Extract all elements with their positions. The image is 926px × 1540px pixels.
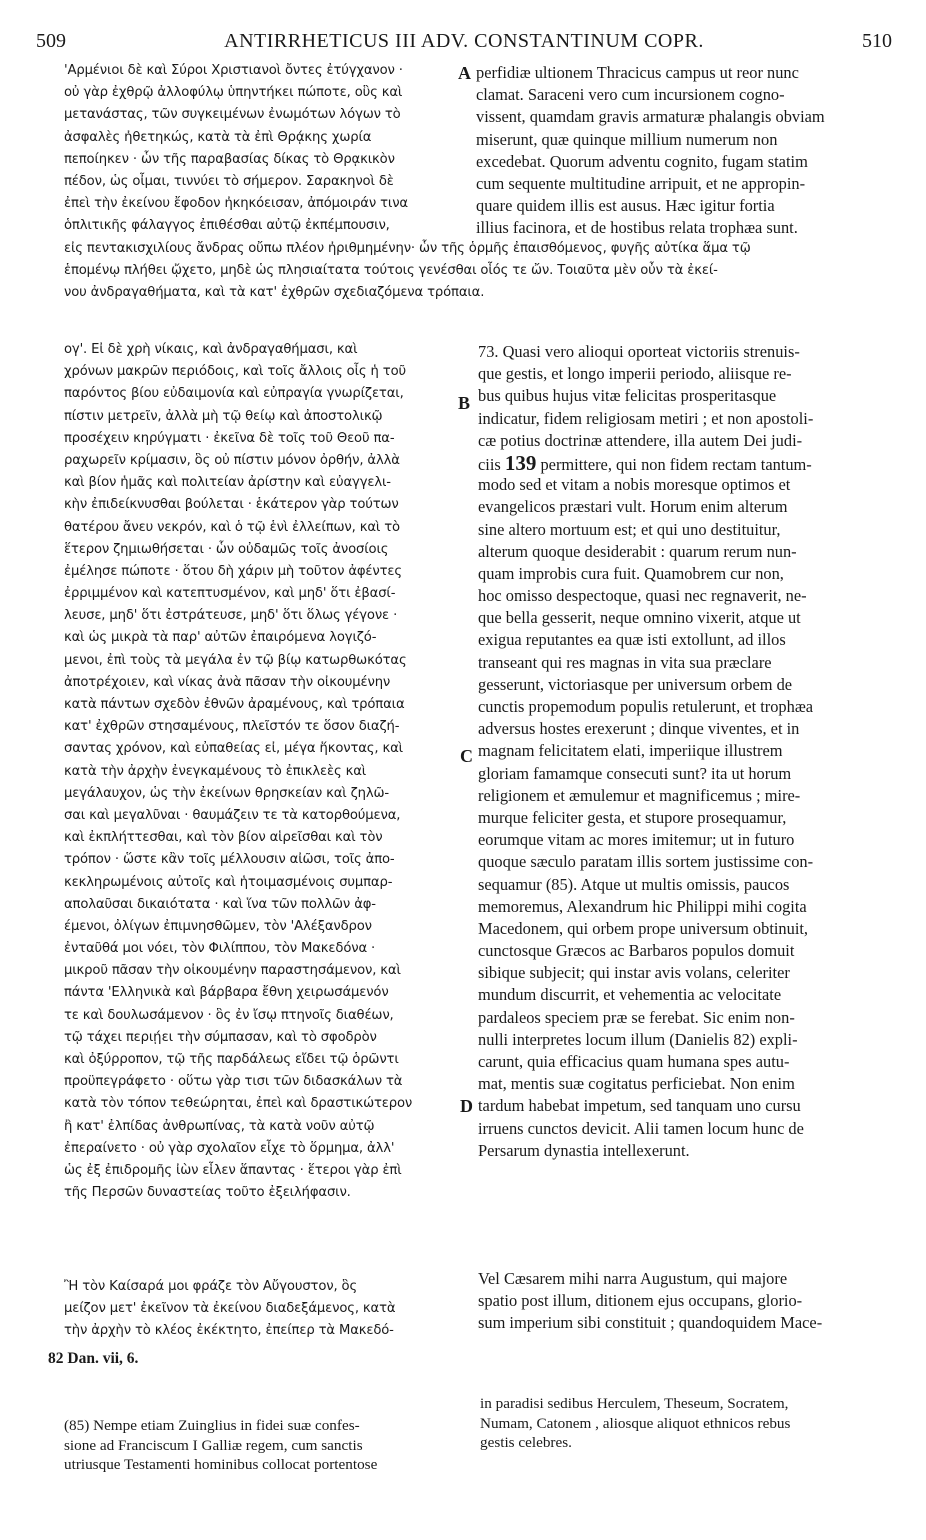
greek-line: κατ' ἐχθρῶν στησαμένους, πλεῖστόν τε ὅσον διαζή- [64,719,400,735]
latin-line: irruens cunctos devicit. Alii tamen locum hunc de [478,1118,804,1138]
scripture-note: 82 Dan. vii, 6. [48,1350,139,1367]
greek-line: μείζον μετ' ἐκεῖνον τὰ ἐκείνου διαδεξάμενος, κατὰ [64,1301,396,1317]
latin-line: spatio post illum, ditionem ejus occupans, glorio- [478,1291,803,1311]
latin-line: nulli interpretes locum illum (Danielis 82) expli- [478,1029,798,1049]
latin-line: cunctis propemodum populis retulerunt, et trophæa [478,697,814,716]
latin-line: magnam felicitatem elati, imperiique illustrem [478,741,783,761]
greek-line: μετανάστας, τῶν συγκειμένων ἐνωμότων λόγων τὸ [64,107,401,123]
greek-line: εἰς πεντακισχιλίους ἄνδρας οὔπω πλέον ἠριθμημένην· ὧν τῆς ὁρμῆς ἐπαισθόμενος, φυγῆς αὐτίκα ἅμα τῷ [64,241,751,256]
latin-line-with-column-number [478,452,892,474]
greek-line: ἑπομένῳ πλήθει ᾤχετο, μηδὲ ὡς πλησιαίτατα τούτοις γενέσθαι οἷός τε ὤν. Τοιαῦτα μὲν οὖν τὰ ἐκεί- [64,263,718,279]
latin-main-column [478,341,892,1162]
footnote-left [64,1416,460,1475]
latin-line: quoque sæculo paratam illis sortem justissime con- [478,852,814,872]
greek-line: ὡς ἐξ ἐπιδρομῆς ἰὼν εἷλεν ἅπαντας · ἕτεροι γὰρ ἐπὶ [64,1162,402,1178]
latin-line: carunt, quia efficacius quam humana spes autu- [478,1052,790,1071]
greek-line: ἕτερον ζημιωθήσεται · ὧν οὐδαμῶς τοῖς ἀνοσίοις [64,541,389,557]
latin-line: eorumque vitam ac mores imitemur; ut in futuro [478,830,795,850]
greek-line: τὴν ἀρχὴν τὸ κλέος ἐκέκτητο, ἐπείπερ τὰ Μακεδό- [64,1323,394,1339]
greek-line: ἀποτρέχοιεν, καὶ νίκας ἀνὰ πᾶσαν τὴν οἰκουμένην [64,674,391,690]
page-header [36,30,892,56]
margin-marker-b: B [458,393,471,413]
latin-line: vissent, quamdam gravis armaturæ phalangis obviam [476,107,825,127]
latin-line: clamat. Saraceni vero cum incursionem cogno- [476,85,785,105]
latin-line: adversus hostes erexerunt ; dinque viventes, et in [478,719,800,739]
footnote-line: gestis celebres. [480,1434,572,1451]
latin-line: indicatur, fidem religiosam metiri ; et non apostoli- [478,408,814,428]
margin-marker-d: D [460,1096,473,1116]
latin-line: evangelicos præstari vult. Horum enim alterum [478,497,788,517]
greek-line: καὶ βίον ἡμᾶς καὶ πολιτείαν ἀρίστην καὶ εὐαγγελι- [64,475,391,491]
column-number: 139 [504,451,537,475]
latin-line: Macedonem, qui orbem prope universum obtinuit, [478,918,809,938]
footnote-line: Numam, Catonem , aliosque aliquot ethnicos rebus [480,1414,791,1432]
latin-line: Persarum dynastia intellexerunt. [478,1140,690,1160]
latin-line: miserunt, quæ quinque millium numerum non [476,129,778,149]
greek-line: ἐπεραίνετο · οὐ γὰρ σχολαῖον εἶχε τὸ ὅρμημα, ἀλλ' [64,1140,395,1156]
greek-line: απολαῦσαι δικαιότατα · καὶ ἵνα τῶν πολλῶν ἀφ- [64,896,376,912]
greek-line: κὴν ἐπιδείκνυσθαι βούλεται · ἑκάτερον γὰρ τούτων [64,497,399,513]
greek-line: χρόνων μακρῶν περιόδοις, καὶ τοῖς ἄλλοις οἷς ἡ τοῦ [64,364,406,380]
greek-line: σαντας χρόνον, καὶ εὐπαθείας εἰ, μέγα ἥκοντας, καὶ [64,741,403,757]
latin-line-rest: permittere, qui non fidem rectam tantum- [540,454,812,474]
greek-line: Ἢ τὸν Καίσαρά μοι φράζε τὸν Αὔγουστον, ὃς [64,1279,358,1294]
greek-line: ὁπλιτικῆς φάλαγγος ἐπιθέσθαι αὐτῷ ἐκπέμπουσιν, [64,218,390,234]
latin-line: modo sed et vitam a nobis moresque optimos et [478,475,791,495]
latin-line: gloriam famamque consecuti sunt? ita ut horum [478,763,792,783]
latin-line: mat, mentis suæ cogitatus perficiebat. Non enim [478,1074,795,1094]
latin-line: illius facinora, et de hostibus relata trophæa sunt. [476,218,798,238]
latin-line: murque feliciter gesta, et stupore prosequamur, [478,807,787,827]
latin-final-paragraph [478,1268,892,1335]
greek-line: ἐρριμμένον καὶ κατεπτυσμένον, καὶ μηδ' ὅτι ἐβασί- [64,586,396,602]
latin-line: cunctosque Græcos ac Barbaros populos domuit [478,941,795,961]
greek-line: τρόπον · ὥστε κἂν τοῖς μέλλουσιν αἰῶσι, τοῖς ἀπο- [64,852,395,868]
greek-line: τε καὶ δουλωσάμενον · ὃς ἐν ἴσῳ πτηνοῖς διαθέων, [64,1007,394,1023]
latin-line: cæ potius doctrinæ attendere, illa autem Dei judi- [478,430,803,450]
latin-word: ciis [478,454,501,474]
greek-line: πίστιν μετρεῖν, ἀλλὰ μὴ τῷ θείῳ καὶ ἀποστολικῷ [64,408,383,424]
latin-line: transeant qui res magnas in vita sua præclare [478,652,772,672]
latin-top-column [476,62,892,240]
greek-line: κεκληρωμένοις αὐτοῖς καὶ ἡτοιμασμένοις συμπαρ- [64,874,393,890]
greek-line: παρόντος βίου εὐδαιμονία καὶ εὐπραγία γνωρίζεται, [64,386,404,402]
latin-line: que bella gesserit, neque omnino vixerit, atque ut [478,608,801,628]
greek-line: κατὰ τὴν ἀρχὴν ἐνεγκαμένους τὸ ἐπικλεὲς καὶ [64,763,367,779]
page-number-right: 510 [862,30,892,52]
greek-line: σαι καὶ μεγαλῦναι · θαυμάζειν τε τὰ κατορθούμενα, [64,807,401,823]
greek-line: πάντα 'Ελληνικὰ καὶ βάρβαρα ἔθνη χειρωσάμενόν [64,985,389,1001]
greek-line: προϋπεγράφετο · οὕτω γὰρ τισι τῶν διδασκάλων τὰ [64,1074,403,1090]
greek-line: πεποίηκεν · ὧν τῆς παραβασίας δίκας τὸ Θρᾳκικὸν [64,151,395,167]
greek-line: προσέχειν κηρύγματι · ἐκεῖνα δὲ τοῖς τοῦ Θεοῦ πα- [64,430,395,446]
greek-line: 'Αρμένιοι δὲ καὶ Σύροι Χριστιανοὶ ὄντες ἐτύγχανον · [64,63,403,78]
footnote-line: sione ad Franciscum I Galliæ regem, cum sanctis [64,1436,363,1454]
greek-line: μικροῦ πᾶσαν τὴν οἰκουμένην παραστησάμενον, καὶ [64,963,401,979]
latin-line: pardaleos speciem præ se ferebat. Sic enim non- [478,1007,795,1027]
latin-line: gesserunt, victoriasque per universum orbem de [478,674,793,694]
greek-line: καὶ ὡς μικρὰ τὰ παρ' αὐτῶν ἐπαιρόμενα λογιζό- [64,630,377,646]
margin-marker-a: A [458,63,471,83]
greek-line: πέδον, ὡς οἶμαι, τιννύει τὸ σήμερον. Σαρακηνοὶ δὲ [64,173,394,189]
greek-line: λευσε, μηδ' ὅτι ἐστράτευσε, μηδ' ὅτι ὅλως γέγονε · [64,608,398,624]
greek-line: κατὰ τὸν τόπον τεθεώρηται, ἐπεὶ καὶ δραστικώτερον [64,1096,413,1112]
latin-line: Vel Cæsarem mihi narra Augustum, qui majore [478,1269,788,1288]
latin-line: cum sequente multitudine arripuit, et ne appropin- [476,173,806,193]
latin-line: sequamur (85). Atque ut multis omissis, paucos [478,874,790,894]
latin-line: religionem et æmulemur et magnificemus ; mire- [478,785,801,805]
greek-line: ραχωρεῖν κρίμασιν, ὃς οὐ πίστιν μόνον ὀρθήν, ἀλλὰ [64,452,400,468]
margin-marker-c: C [460,746,473,766]
greek-line: ἐπεὶ τὴν ἐκείνου ἔφοδον ἠκηκόεισαν, ἀπόμοιράν τινα [64,196,408,212]
greek-main-column [64,339,458,1204]
page-number-left: 509 [36,30,66,52]
greek-line: ἐμέλησε πώποτε · ὅτου δὴ χάριν μὴ τοῦτον ἀφέντες [64,563,402,579]
latin-line: perfidiæ ultionem Thracicus campus ut reor nunc [476,63,799,82]
greek-line: ἐνταῦθά μοι νόει, τὸν Φιλίππου, τὸν Μακεδόνα · [64,941,376,957]
greek-line: ἀσφαλὲς ἠθετηκώς, κατὰ τὰ ἐπὶ Θρᾴκης χωρία [64,129,372,145]
greek-line: καὶ ὀξύρροπον, τῷ τῆς παρδάλεως εἴδει τῷ ὁρῶντι [64,1052,399,1067]
latin-line: hoc omisso despectoque, quasi nec regnaverit, ne- [478,586,807,606]
greek-line: ἢ κατ' ἐλπίδας ἀνθρωπίνας, τὰ κατὰ νοῦν αὐτῷ [64,1118,375,1134]
latin-line: memoremus, Alexandrum hic Philippi mihi cogita [478,896,807,916]
greek-line: τῷ τάχει περιῄει τὴν σύμπασαν, καὶ τὸ σφοδρὸν [64,1029,377,1045]
greek-wide-block [64,238,892,305]
footnote-line: in paradisi sedibus Herculem, Theseum, Socratem, [480,1395,789,1412]
footnote-line: utriusque Testamenti hominibus collocat portentose [64,1456,378,1473]
greek-line: έμενοι, ὀλίγων ἐπιμνησθῶμεν, τὸν 'Αλέξανδρον [64,918,372,934]
greek-line: καὶ ἐκπλήττεσθαι, καὶ τὸν βίον αἱρεῖσθαι καὶ τὸν [64,830,383,846]
latin-line: tardum habebat impetum, sed tanquam uno cursu [478,1096,801,1116]
latin-line: 73. Quasi vero alioqui oporteat victoriis strenuis- [478,342,800,361]
greek-line: κατὰ πάντων σχεδὸν ἐθνῶν ἀραμένους, καὶ τρόπαια [64,697,405,712]
latin-line: quare quidem illis est ausus. Hæc igitur fortia [476,196,775,216]
latin-line: exigua reputantes ea quæ isti extollunt, ad illos [478,630,786,650]
footnote-line: (85) Nempe etiam Zuinglius in fidei suæ confes- [64,1417,360,1434]
greek-line: τῆς Περσῶν δυναστείας τοῦτο ἐξειλήφασιν. [64,1185,351,1201]
footnote-right [480,1394,892,1453]
greek-line: ογ'. Εἰ δὲ χρὴ νίκαις, καὶ ἀνδραγαθήμασι, καὶ [64,342,358,357]
greek-line: μεγάλαυχον, ὡς τὴν ἐκείνων θρησκείαν καὶ ζηλῶ- [64,785,389,801]
latin-line: sine altero mortuum est; et qui uno destituitur, [478,519,781,539]
greek-line: μενοι, ἐπὶ τοὺς τὰ μεγάλα ἐν τῷ βίῳ κατωρθωκότας [64,652,407,668]
latin-line: bus quibus hujus vitæ felicitas prosperitasque [478,386,777,406]
latin-line: quam improbis cura fuit. Quamobrem cur non, [478,563,784,583]
latin-line: alterum quoque desiderabit : quarum rerum nun- [478,541,797,561]
greek-line: θατέρου ἄνευ νεκρόν, καὶ ὁ τῷ ἑνὶ ἐλλείπων, καὶ τὸ [64,519,400,535]
running-title: ANTIRRHETICUS III ADV. CONSTANTINUM COPR. [224,30,704,52]
greek-line: νου ἀνδραγαθήματα, καὶ τὰ κατ' ἐχθρῶν σχεδιαζόμενα τρόπαια. [64,285,485,301]
greek-line: οὐ γὰρ ἐχθρῷ ἀλλοφύλῳ ὑπηντήκει πώποτε, οὓς καὶ [64,85,403,101]
greek-top-column [64,60,458,238]
latin-line: excedebat. Quorum adventu cognito, fugam statim [476,151,808,171]
latin-line: sibique subjecit; qui instar avis volans, celeriter [478,963,790,983]
greek-final-paragraph [64,1276,458,1343]
latin-line: sum imperium sibi constituit ; quandoquidem Mace- [478,1313,823,1333]
latin-line: que gestis, et longo imperii periodo, aliisque re- [478,364,792,384]
latin-line: mundum discurrit, et vehementia ac velocitate [478,985,782,1005]
